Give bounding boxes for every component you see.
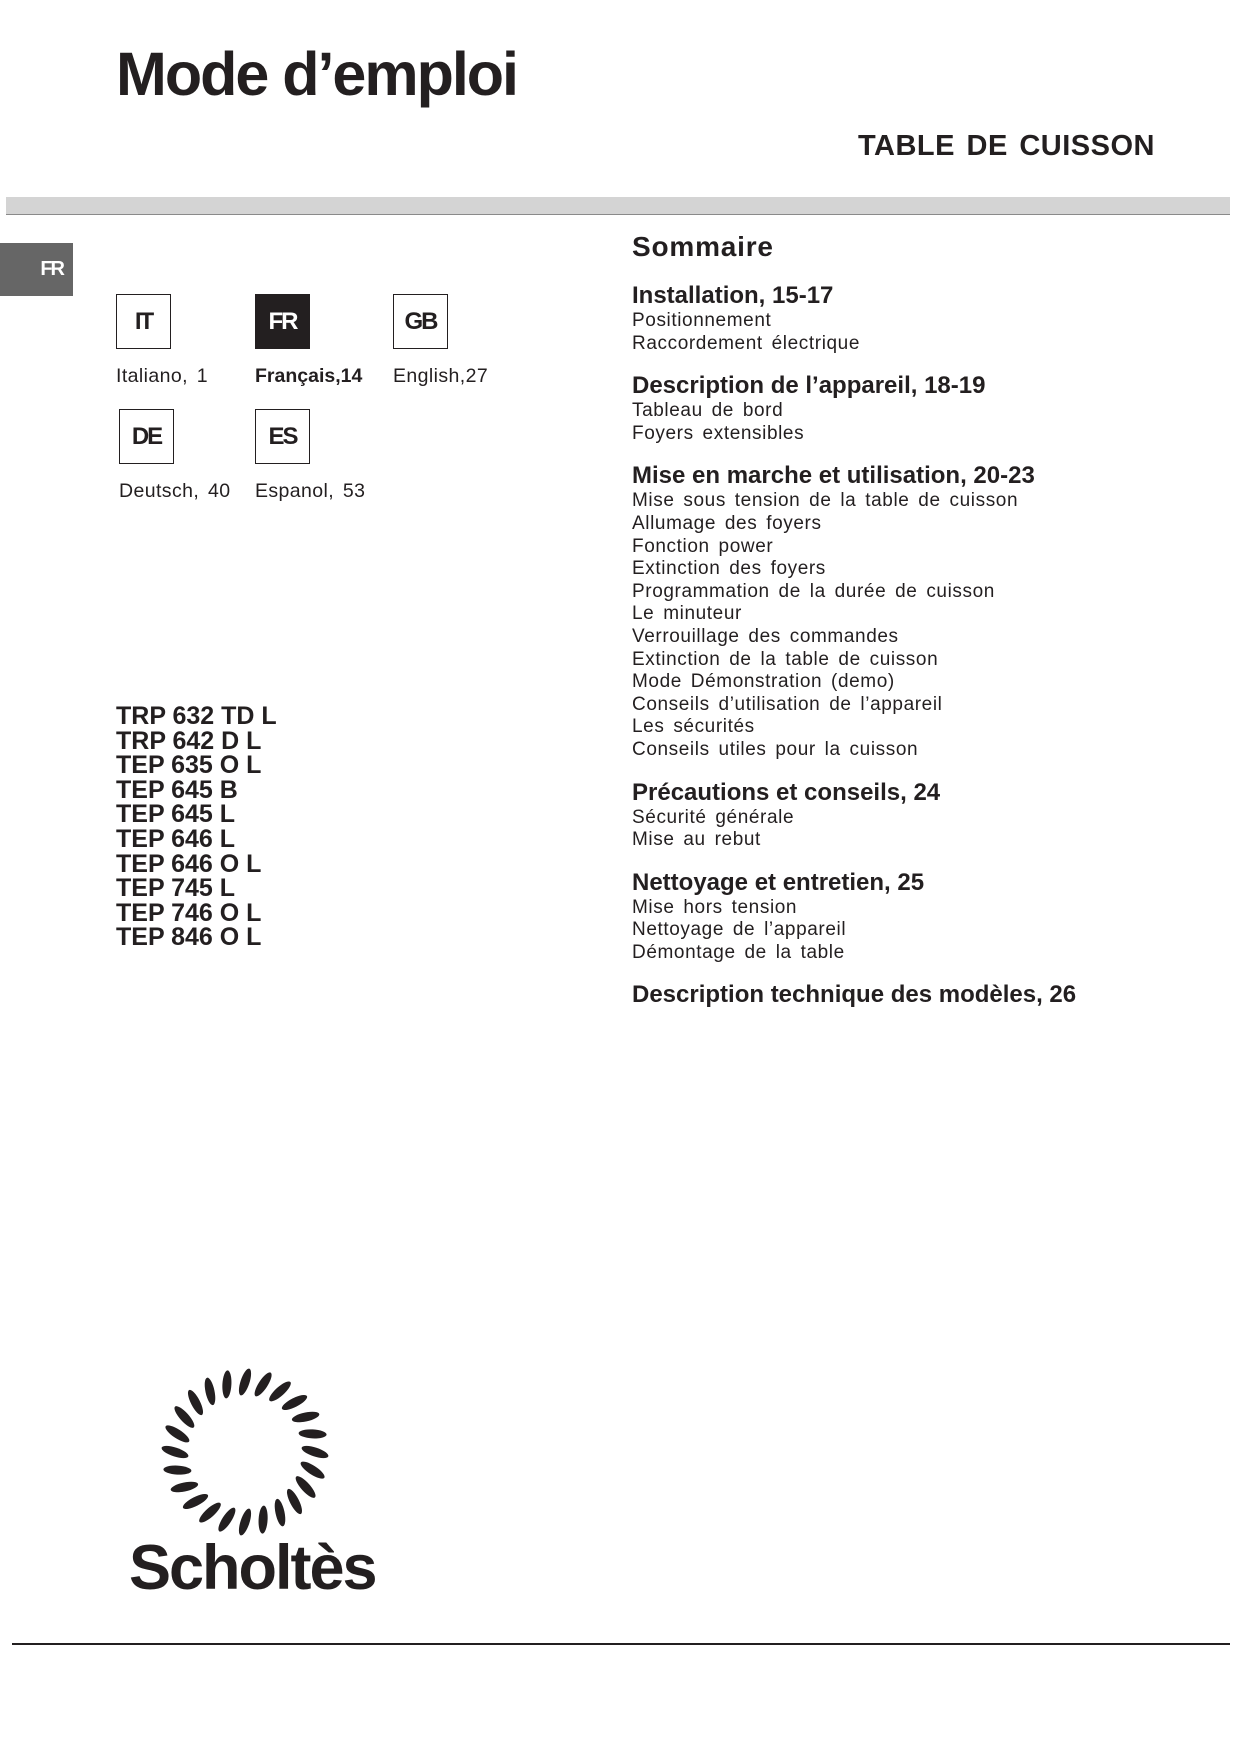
- toc-item[interactable]: Mise hors tension: [632, 896, 798, 918]
- language-label: Italiano, 1: [116, 365, 208, 387]
- language-code-box: DE: [119, 409, 174, 464]
- toc-item[interactable]: Foyers extensibles: [632, 422, 805, 444]
- toc-section-title[interactable]: Précautions et conseils, 24: [632, 778, 941, 806]
- header-bar: [6, 197, 1230, 215]
- model-name: TEP 645 L: [116, 800, 236, 829]
- toc-item[interactable]: Allumage des foyers: [632, 512, 822, 534]
- sun-ray: [252, 1370, 275, 1398]
- toc-item[interactable]: Les sécurités: [632, 716, 755, 738]
- toc-section-title[interactable]: Description de l’appareil, 18-19: [632, 372, 986, 400]
- sun-ray: [291, 1410, 320, 1425]
- language-option-es[interactable]: [255, 409, 455, 549]
- toc-item[interactable]: Le minuteur: [632, 603, 742, 625]
- sun-ray: [284, 1487, 305, 1516]
- model-name: TEP 645 B: [116, 775, 238, 804]
- toc-section-title[interactable]: Description technique des modèles, 26: [632, 981, 1077, 1009]
- language-code-box: GB: [393, 294, 448, 349]
- language-label: Deutsch, 40: [119, 480, 231, 502]
- language-code-box: FR: [255, 294, 310, 349]
- model-name: TEP 635 O L: [116, 751, 262, 780]
- language-label: Français,14: [255, 365, 363, 387]
- language-side-tab: [0, 243, 73, 296]
- language-code-box: IT: [116, 294, 171, 349]
- model-name: TRP 642 D L: [116, 726, 262, 755]
- toc-item[interactable]: Raccordement électrique: [632, 332, 861, 354]
- toc-item[interactable]: Positionnement: [632, 310, 772, 331]
- footer-rule: [12, 1643, 1230, 1645]
- model-name: TEP 646 O L: [116, 849, 262, 878]
- sun-ray: [298, 1459, 326, 1482]
- toc-item[interactable]: Extinction de la table de cuisson: [632, 648, 939, 670]
- sun-ray: [280, 1392, 309, 1413]
- language-code-box: ES: [255, 409, 310, 464]
- document-subtitle: TABLE DE CUISSON: [857, 130, 1155, 162]
- toc-item[interactable]: Nettoyage de l’appareil: [632, 919, 847, 941]
- toc-item[interactable]: Démontage de la table: [632, 941, 845, 963]
- model-name: TEP 846 O L: [116, 923, 262, 952]
- toc-section-usage: [632, 461, 1192, 761]
- toc-section-technical: [632, 980, 1192, 1009]
- model-name: TEP 746 O L: [116, 898, 262, 927]
- sun-ray: [216, 1505, 239, 1533]
- page-title: Mode d’emploi: [116, 40, 517, 108]
- language-label: English,27: [393, 365, 489, 387]
- toc-item[interactable]: Mise au rebut: [632, 829, 761, 851]
- sun-ray: [163, 1423, 191, 1446]
- toc-item[interactable]: Conseils utiles pour la cuisson: [632, 738, 919, 760]
- model-list: [116, 704, 277, 950]
- sun-ray: [170, 1480, 199, 1495]
- toc-section-cleaning: [632, 868, 1192, 965]
- toc-item[interactable]: Fonction power: [632, 535, 774, 557]
- toc-item[interactable]: Conseils d’utilisation de l’appareil: [632, 693, 943, 715]
- toc-section-title[interactable]: Mise en marche et utilisation, 20-23: [632, 462, 1035, 490]
- brand-logo: [125, 1362, 376, 1612]
- model-name: TEP 646 L: [116, 824, 236, 853]
- sun-ray: [298, 1429, 326, 1439]
- brand-name: Scholtès: [129, 1533, 376, 1603]
- toc-item[interactable]: Mode Démonstration (demo): [632, 671, 895, 693]
- side-tab-label: FR: [40, 258, 63, 280]
- table-of-contents: [632, 230, 1192, 1025]
- toc-section-title[interactable]: Installation, 15-17: [632, 282, 834, 309]
- sun-ray: [181, 1491, 210, 1512]
- sun-ray: [160, 1443, 189, 1460]
- toc-section-installation: [632, 281, 1192, 355]
- sun-ray: [273, 1498, 288, 1527]
- toc-title: Sommaire: [632, 231, 774, 262]
- toc-item[interactable]: Tableau de bord: [632, 400, 784, 422]
- toc-section-title[interactable]: Nettoyage et entretien, 25: [632, 868, 925, 896]
- language-label: Espanol, 53: [255, 480, 366, 502]
- sun-ray: [300, 1443, 329, 1460]
- model-name: TEP 745 L: [116, 874, 236, 903]
- sun-ray: [185, 1388, 206, 1417]
- toc-item[interactable]: Mise sous tension de la table de cuisson: [632, 490, 1019, 512]
- toc-item[interactable]: Sécurité générale: [632, 806, 795, 828]
- sun-ray: [236, 1367, 253, 1396]
- sun-ray: [163, 1465, 191, 1475]
- model-name: TRP 632 TD L: [116, 702, 277, 730]
- sun-ray: [203, 1377, 218, 1406]
- sun-rays-icon: [155, 1362, 335, 1542]
- toc-section-precautions: [632, 778, 1192, 852]
- sun-ray: [222, 1370, 232, 1398]
- sun-ray: [258, 1505, 268, 1533]
- toc-item[interactable]: Verrouillage des commandes: [632, 625, 899, 647]
- toc-section-description: [632, 371, 1192, 445]
- toc-item[interactable]: Extinction des foyers: [632, 558, 826, 580]
- toc-item[interactable]: Programmation de la durée de cuisson: [632, 580, 995, 602]
